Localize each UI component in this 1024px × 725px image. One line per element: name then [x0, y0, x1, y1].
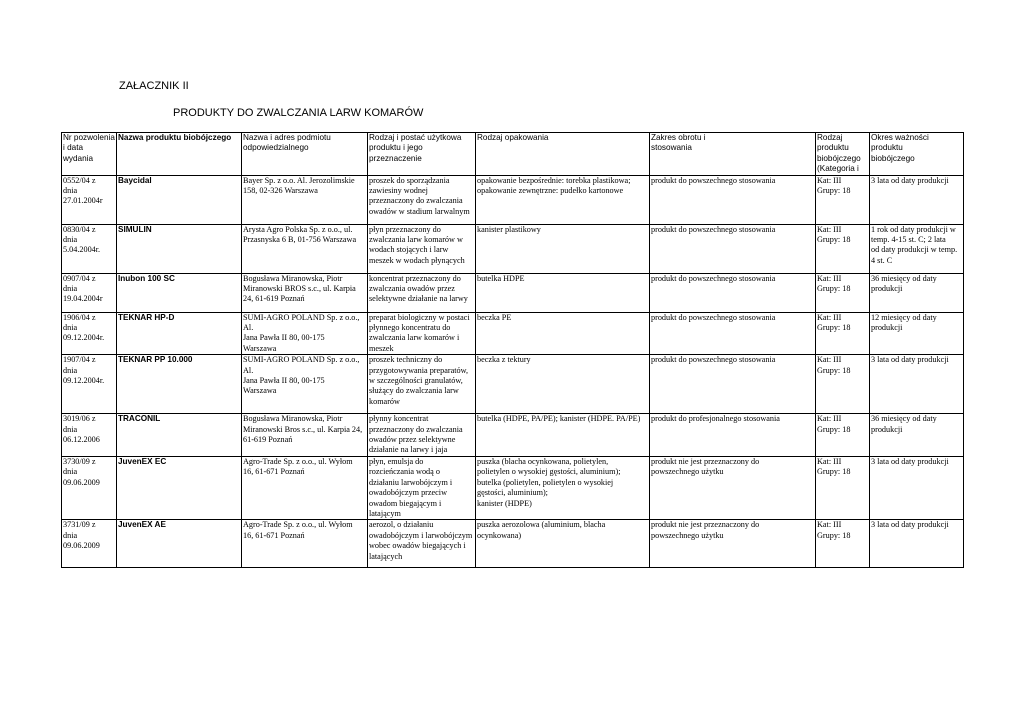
cell-form: aerozol, o działaniu owadobójczym i larwobójczym wobec owadów biegających i latających [368, 520, 476, 568]
cell-category: Kat: III Grupy: 18 [816, 414, 870, 457]
table-row [62, 456, 964, 519]
cell-packaging: butelka HDPE [476, 273, 650, 312]
table-row [62, 520, 964, 568]
cell-form: preparat biologiczny w postaci płynnego koncentratu do zwalczania larw komarów i meszek [368, 312, 476, 355]
header-product-name: Nazwa produktu biobójczego [117, 133, 242, 176]
cell-company: Bogusława Miranowska, Piotr Miranowski BROS s.c., ul. Karpia 24, 61-619 Poznań [242, 273, 368, 312]
header-validity: Okres ważności produktu biobójczego [870, 133, 964, 176]
cell-validity: 3 lata od daty produkcji [870, 175, 964, 224]
cell-product-name: TEKNAR PP 10.000 [117, 355, 242, 414]
cell-validity: 3 lata od daty produkcji [870, 456, 964, 519]
header-company: Nazwa i adres podmiotu odpowiedzialnego [242, 133, 368, 176]
cell-permit: 1906/04 z dnia 09.12.2004r. [62, 312, 117, 355]
cell-permit: 3019/06 z dnia 06.12.2006 [62, 414, 117, 457]
cell-form: płyn, emulsja do rozcieńczania wodą o działaniu larwobójczym i owadobójczym przeciw owadom biegającym i latającym [368, 456, 476, 519]
cell-company: Agro-Trade Sp. z o.o., ul. Wyłom 16, 61-671 Poznań [242, 520, 368, 568]
cell-company: Agro-Trade Sp. z o.o., ul. Wyłom 16, 61-671 Poznań [242, 456, 368, 519]
cell-permit: 0830/04 z dnia 5.04.2004r. [62, 224, 117, 273]
cell-category: Kat: III Grupy: 18 [816, 312, 870, 355]
cell-company: Arysta Agro Polska Sp. z o.o., ul. Przasnyska 6 B, 01-756 Warszawa [242, 224, 368, 273]
cell-validity: 3 lata od daty produkcji [870, 355, 964, 414]
table-row [62, 355, 964, 414]
header-permit: Nr pozwolenia i data wydania [62, 133, 117, 176]
header-category: Rodzaj produktu biobójczego (Kategoria i [816, 133, 870, 176]
cell-product-name: JuvenEX EC [117, 456, 242, 519]
cell-scope: produkt do profesjonalnego stosowania [650, 414, 816, 457]
cell-company: Bayer Sp. z o.o. Al. Jerozolimskie 158, 02-326 Warszawa [242, 175, 368, 224]
table-row [62, 175, 964, 224]
cell-company: SUMI-AGRO POLAND Sp. z o.o., Al. Jana Pawła II 80, 00-175 Warszawa [242, 312, 368, 355]
cell-company: SUMI-AGRO POLAND Sp. z o.o., Al. Jana Pawła II 80, 00-175 Warszawa [242, 355, 368, 414]
cell-category: Kat: III Grupy: 18 [816, 175, 870, 224]
cell-category: Kat: III Grupy: 18 [816, 355, 870, 414]
cell-permit: 1907/04 z dnia 09.12.2004r. [62, 355, 117, 414]
header-scope: Zakres obrotu i stosowania [650, 133, 816, 176]
cell-packaging: butelka (HDPE, PA/PE); kanister (HDPE. PA/PE) [476, 414, 650, 457]
header-packaging: Rodzaj opakowania [476, 133, 650, 176]
cell-validity: 36 miesięcy od daty produkcji [870, 273, 964, 312]
cell-category: Kat: III Grupy: 18 [816, 273, 870, 312]
cell-company: Bogusława Miranowska, Piotr Miranowski Bros s.c., ul. Karpia 24, 61-619 Poznań [242, 414, 368, 457]
cell-packaging: beczka PE [476, 312, 650, 355]
table-row [62, 224, 964, 273]
cell-form: płyn przeznaczony do zwalczania larw komarów w wodach stojących i larw meszek w wodach płynących [368, 224, 476, 273]
cell-category: Kat: III Grupy: 18 [816, 224, 870, 273]
cell-product-name: JuvenEX AE [117, 520, 242, 568]
cell-category: Kat: III Grupy: 18 [816, 456, 870, 519]
cell-product-name: TEKNAR HP-D [117, 312, 242, 355]
cell-scope: produkt nie jest przeznaczony do powszechnego użytku [650, 520, 816, 568]
cell-validity: 3 lata od daty produkcji [870, 520, 964, 568]
cell-packaging: opakowanie bezpośrednie: torebka plastikowa; opakowanie zewnętrzne: pudełko kartonowe [476, 175, 650, 224]
cell-permit: 3730/09 z dnia 09.06.2009 [62, 456, 117, 519]
attachment-label: ZAŁACZNIK II [119, 80, 189, 92]
cell-product-name: SIMULIN [117, 224, 242, 273]
cell-validity: 1 rok od daty produkcji w temp. 4-15 st. C; 2 lata od daty produkcji w temp. 4 st. C [870, 224, 964, 273]
cell-scope: produkt do powszechnego stosowania [650, 224, 816, 273]
cell-scope: produkt nie jest przeznaczony do powszechnego użytku [650, 456, 816, 519]
table-row [62, 414, 964, 457]
cell-form: proszek do sporządzania zawiesiny wodnej przeznaczony do zwalczania owadów w stadium larwalnym [368, 175, 476, 224]
cell-validity: 12 miesięcy od daty produkcji [870, 312, 964, 355]
table-header-row [62, 133, 964, 176]
cell-product-name: TRACONIL [117, 414, 242, 457]
cell-form: koncentrat przeznaczony do zwalczania owadów przez selektywne działanie na larwy [368, 273, 476, 312]
cell-form: płynny koncentrat przeznaczony do zwalczania owadów przez selektywne działanie na larwy i jaja [368, 414, 476, 457]
document-title: PRODUKTY DO ZWALCZANIA LARW KOMARÓW [173, 107, 424, 119]
cell-form: proszek techniczny do przygotowywania preparatów, w szczególności granulatów, służący do zwalczania larw komarów [368, 355, 476, 414]
header-form: Rodzaj i postać użytkowa produktu i jego przeznaczenie [368, 133, 476, 176]
cell-product-name: Baycidal [117, 175, 242, 224]
cell-permit: 3731/09 z dnia 09.06.2009 [62, 520, 117, 568]
cell-category: Kat: III Grupy: 18 [816, 520, 870, 568]
table-row [62, 312, 964, 355]
cell-scope: produkt do powszechnego stosowania [650, 355, 816, 414]
cell-scope: produkt do powszechnego stosowania [650, 175, 816, 224]
cell-packaging: puszka (blacha ocynkowana, polietylen, polietylen o wysokiej gęstości, aluminium); butelka (polietylen, polietylen o wysokiej gęstości, aluminium); kanister (HDPE) [476, 456, 650, 519]
biocide-register-table [61, 132, 964, 568]
cell-product-name: Inubon 100 SC [117, 273, 242, 312]
cell-packaging: puszka aerozolowa (aluminium, blacha ocynkowana) [476, 520, 650, 568]
cell-validity: 36 miesięcy od daty produkcji [870, 414, 964, 457]
cell-scope: produkt do powszechnego stosowania [650, 273, 816, 312]
cell-permit: 0552/04 z dnia 27.01.2004r [62, 175, 117, 224]
cell-packaging: beczka z tektury [476, 355, 650, 414]
cell-packaging: kanister plastikowy [476, 224, 650, 273]
table-row [62, 273, 964, 312]
cell-scope: produkt do powszechnego stosowania [650, 312, 816, 355]
cell-permit: 0907/04 z dnia 19.04.2004r [62, 273, 117, 312]
